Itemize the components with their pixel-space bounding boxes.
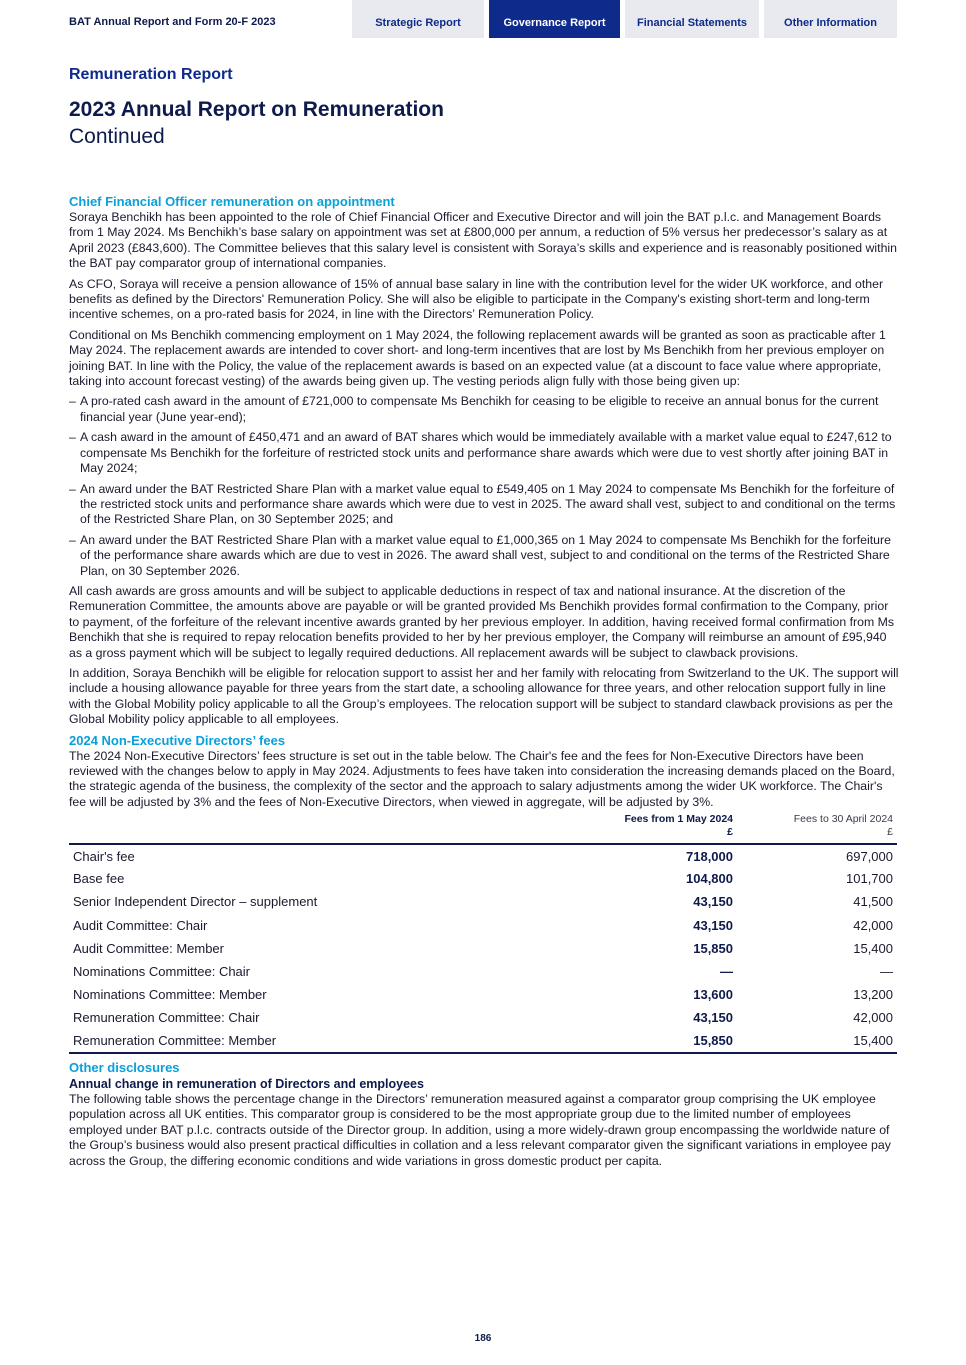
ned-fees-table — [69, 813, 897, 1054]
table-row — [69, 1007, 897, 1030]
bullet-dash: – — [69, 481, 76, 496]
cfo-heading: Chief Financial Officer remuneration on appointment — [69, 194, 395, 209]
other-disclosures-heading: Other disclosures — [69, 1059, 180, 1075]
top-navigation — [0, 0, 966, 38]
bullet-dash: – — [69, 430, 76, 445]
tab-governance-report[interactable]: Governance Report — [489, 0, 620, 38]
row-role: Remuneration Committee: Member — [73, 1033, 277, 1049]
row-fee-old: — — [880, 964, 893, 980]
row-fee-new: 43,150 — [693, 1010, 733, 1026]
list-item — [69, 394, 899, 425]
row-fee-new: 15,850 — [693, 1033, 733, 1049]
header-role — [69, 813, 577, 844]
header-fees-from-label: Fees from 1 May 2024 — [624, 813, 733, 826]
row-fee-old: 101,700 — [846, 871, 893, 887]
row-fee-old: 15,400 — [853, 940, 893, 956]
list-item-text: An award under the BAT Restricted Share Plan with a market value equal to £549,405 on 1 May 2024 to compensate Ms Benchikh for the forfeiture of the restricted stock units and performance share awards which were due to vest in 2025. The award shall vest, subject to and conditional on the terms of the Restricted Share Plan, on 30 September 2025; and — [80, 481, 896, 527]
row-fee-new: 43,150 — [693, 917, 733, 933]
row-fee-new: 104,800 — [686, 871, 733, 887]
row-fee-old: 42,000 — [853, 1010, 893, 1026]
header-fees-from — [577, 813, 737, 844]
bullet-dash: – — [69, 532, 76, 547]
main-content — [69, 194, 899, 1174]
list-item — [69, 482, 899, 528]
row-role: Audit Committee: Chair — [73, 917, 208, 933]
cfo-paragraph-2: As CFO, Soraya will receive a pension allowance of 15% of annual base salary in line with the contribution level for the wider UK workforce, and other benefits as defined by the Directors' Remuneration Policy. She will also be eligible to participate in the Company's existing short-term and long-term incentive schemes, on a pro-rated basis for 2024, in line with the Directors’ Remuneration Policy. — [69, 276, 884, 322]
row-fee-new: 718,000 — [686, 848, 733, 864]
header-fees-from-unit: £ — [727, 826, 733, 839]
tab-financial-statements[interactable]: Financial Statements — [625, 0, 759, 38]
row-fee-new: 15,850 — [693, 940, 733, 956]
row-role: Chair's fee — [73, 848, 135, 864]
row-fee-old: 15,400 — [853, 1033, 893, 1049]
document-title: BAT Annual Report and Form 20-F 2023 — [69, 16, 276, 28]
cfo-paragraph-5: In addition, Soraya Benchikh will be eligible for relocation support to assist her and her family with relocating from Switzerland to the UK. The support will include a housing allowance payable for three years from the start date, a schooling allowance for three years, and other relocation support fully in line with the Global Mobility policy applicable to all the Group’s employees. The relocation support will be subject to standard clawback provisions as per the Global Mobility policy applicable to all employees. — [69, 665, 899, 727]
row-fee-old: 42,000 — [853, 917, 893, 933]
bullet-dash: – — [69, 394, 76, 409]
table-row — [69, 914, 897, 937]
row-fee-new: 13,600 — [693, 987, 733, 1003]
header-fees-to-label: Fees to 30 April 2024 — [793, 813, 893, 826]
row-role: Base fee — [73, 871, 125, 887]
row-fee-new: 43,150 — [693, 894, 733, 910]
table-row — [69, 983, 897, 1006]
list-item-text: A pro-rated cash award in the amount of £721,000 to compensate Ms Benchikh for ceasing to be eligible to receive an annual bonus for the current financial year (June year-end); — [80, 394, 879, 424]
header-fees-to — [737, 813, 897, 844]
table-row — [69, 844, 897, 867]
page-number: 186 — [474, 1333, 492, 1344]
row-role: Audit Committee: Member — [73, 940, 224, 956]
list-item — [69, 430, 899, 476]
row-role: Senior Independent Director – supplement — [73, 894, 318, 910]
row-fee-new: — — [720, 964, 733, 980]
table-header-row — [69, 813, 897, 844]
row-role: Nominations Committee: Chair — [73, 964, 251, 980]
header-fees-to-unit: £ — [887, 826, 893, 839]
tab-other-information[interactable]: Other Information — [764, 0, 897, 38]
table-row — [69, 867, 897, 890]
list-item — [69, 533, 899, 579]
cfo-paragraph-3: Conditional on Ms Benchikh commencing employment on 1 May 2024, the following replacement awards will be granted as soon as practicable after 1 May 2024. The replacement awards are intended to cover short- and long-term incentives that are lost by Ms Benchikh from her previous employer on joining BAT. In line with the Policy, the value of the replacement awards is based on an expected value (at a discount to face value where appropriate, taking into account forecast vesting) of the awards being given up. The vesting periods align fully with those being given up: — [69, 327, 886, 389]
tab-strategic-report[interactable]: Strategic Report — [352, 0, 484, 38]
cfo-paragraph-1: Soraya Benchikh has been appointed to the role of Chief Financial Officer and Executive Director and will join the BAT p.l.c. and Management Boards from 1 May 2024. Ms Benchikh’s base salary on appointment was set at £800,000 per annum, a reduction of 5% versus her predecessor’s salary as at April 2023 (£843,600). The Committee believes that this salary level is consistent with Soraya’s skills and experience and is reasonably positioned within the BAT pay comparator group of international companies. — [69, 210, 897, 271]
row-role: Remuneration Committee: Chair — [73, 1010, 260, 1026]
annual-change-subheading: Annual change in remuneration of Directors and employees — [69, 1076, 424, 1091]
section-label: Remuneration Report — [69, 66, 233, 83]
row-fee-old: 697,000 — [846, 848, 893, 864]
row-fee-old: 13,200 — [853, 987, 893, 1003]
page-title: 2023 Annual Report on Remuneration — [69, 98, 444, 121]
replacement-awards-list — [69, 394, 899, 578]
table-row — [69, 937, 897, 960]
cfo-paragraph-4: All cash awards are gross amounts and will be subject to applicable deductions in respect of tax and national insurance. At the discretion of the Remuneration Committee, the amounts above are payable or will be granted provided Ms Benchikh provides formal confirmation to the Company, prior to payment, of the forfeiture of the relevant incentive awards granted by her previous employer. In addition, having received formal confirmation from Ms Benchikh that she is required to repay relocation benefits provided to her by her previous employer, the Company will reimburse an amount of £95,940 as a gross payment which will be subject to legally required deductions. All replacement awards will be subject to clawback provisions. — [69, 583, 894, 660]
table-row — [69, 960, 897, 983]
page-subtitle: Continued — [69, 125, 165, 148]
table-row — [69, 1030, 897, 1053]
list-item-text: An award under the BAT Restricted Share Plan with a market value equal to £1,000,365 on 1 May 2024 to compensate Ms Benchikh for the forfeiture of the performance share awards which are due to vest in 2026. The award shall vest, subject to and conditional on the terms of the Restricted Share Plan, on 30 September 2026. — [80, 532, 891, 578]
table-row — [69, 891, 897, 914]
row-role: Nominations Committee: Member — [73, 987, 267, 1003]
row-fee-old: 41,500 — [853, 894, 893, 910]
list-item-text: A cash award in the amount of £450,471 and an award of BAT shares which would be immediately available with a market value equal to £247,612 to compensate Ms Benchikh for the forfeiture of restricted stock units and performance share awards which were due to vest shortly after joining BAT in May 2024; — [80, 430, 892, 476]
ned-fees-paragraph: The 2024 Non-Executive Directors’ fees structure is set out in the table below. The Chair's fee and the fees for Non-Executive Directors have been reviewed with the changes below to apply in May 2024. Adjustments to fees have taken into consideration the increasing demands placed on the Board, the strategic agenda of the business, the complexity of the sector and the approach to salary adjustments among the wider UK workforce. The Chair's fee will be adjusted by 3% and the fees of Non-Executive Directors, when viewed in aggregate, will be adjusted by 3%. — [69, 748, 895, 809]
other-disclosures-paragraph: The following table shows the percentage change in the Directors’ remuneration measured against a comparator group comprising the UK employee population across all UK entities. This comparator group is considered to be the most appropriate group due to the limited number of employees employed under BAT p.l.c. contracts outside of the Director group. In addition, using a more widely-drawn group encompassing the worldwide nature of the Group’s business would also present practical difficulties in collation and a less relevant comparator given the significant variations in employee pay across the Group, the differing economic conditions and wide variations in gross domestic product per capita. — [69, 1091, 891, 1168]
ned-fees-heading: 2024 Non-Executive Directors’ fees — [69, 732, 286, 748]
